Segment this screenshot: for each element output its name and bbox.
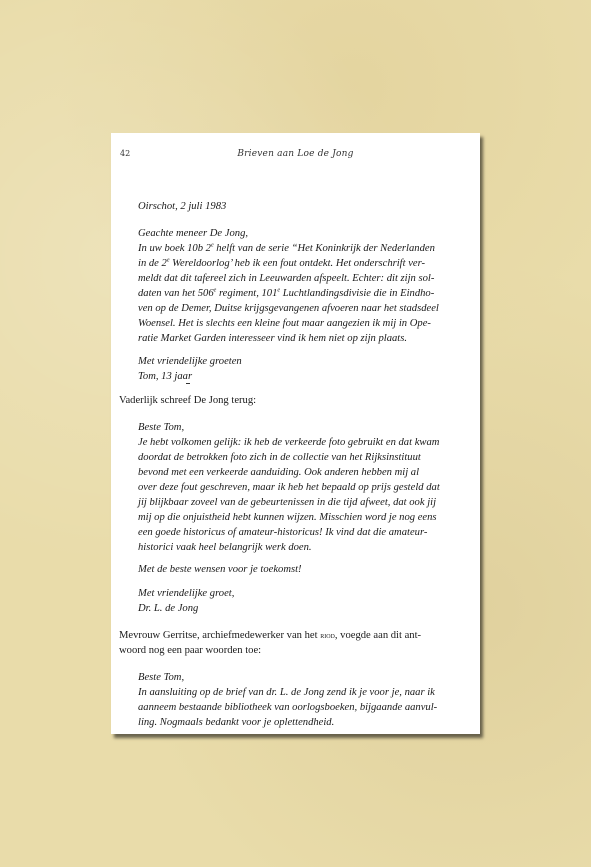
running-header [111,149,480,161]
letter2-line-1: Je hebt volkomen gelijk: ik heb de verkeerde foto gebruikt en dat kwam [138,437,440,448]
letter2-line-3: bevond met een verkeerde aanduiding. Ook anderen hebben mij al [138,467,420,478]
letter1-signature: Tom, 13 jaar [138,371,193,382]
letter2-line-2: doordat de betrokken foto zich in de collectie van het Rijksinstituut [138,452,421,463]
letter2-line-5: jij blijkbaar zoveel van de gebeurtenissen in die tijd afweet, dat ook jij [138,497,437,508]
letter1-place-date: Oirschot, 2 juli 1983 [138,201,227,212]
page-number: 42 [120,149,131,158]
letter2-wish: Met de beste wensen voor je toekomst! [138,564,302,575]
letter2-closing: Met vriendelijke groet, [138,588,235,599]
letter1-line-2: in de 2e Wereldoorlog’ heb ik een fout ontdekt. Het onderschrift ver- [138,257,426,269]
letter1-line-3: meldt dat dit tafereel zich in Leeuwarden afspeelt. Echter: dit zijn sol- [138,273,435,284]
letter3-line-3: ling. Nogmaals bedankt voor je oplettendheid. [138,717,335,728]
letter1-line-5: ven op de Demer, Duitse krijgsgevangenen afvoeren naar het stadsdeel [138,303,439,314]
book-page [111,133,480,734]
letter1-line-7: ratie Market Garden interesseer vind ik hem niet op zijn plaats. [138,333,408,344]
transition-text-2: Mevrouw Gerritse, archiefmedewerker van het riod, voegde aan dit ant- [119,630,422,641]
letter2-line-6: mij op die onjuistheid hebt kunnen wijzen. Misschien word je nog eens [138,512,437,523]
letter1-line-4: daten van het 506e regiment, 101e Luchtlandingsdivisie die in Eindho- [138,287,435,299]
letter3-salutation: Beste Tom, [138,672,185,683]
letter2-line-8: historici vaak heel belangrijk werk doen. [138,542,312,553]
letter3-line-1: In aansluiting op de brief van dr. L. de Jong zend ik je voor je, naar ik [138,687,435,698]
letter1-line-6: Woensel. Het is slechts een kleine fout maar aangezien ik mij in Ope- [138,318,431,329]
letter2-signature: Dr. L. de Jong [138,603,199,614]
letter1-salutation: Geachte meneer De Jong, [138,228,249,239]
mark-divider [186,383,190,384]
transition-text-1: Vaderlijk schreef De Jong terug: [119,395,257,406]
running-title: Brieven aan Loe de Jong [237,149,354,159]
letter2-line-7: een goede historicus of amateur-historicus! Ik vind dat die amateur- [138,527,428,538]
transition-text-2b: woord nog een paar woorden toe: [119,645,262,656]
letter1-closing: Met vriendelijke groeten [138,356,242,367]
letter2-salutation: Beste Tom, [138,422,185,433]
letter2-line-4: over deze fout geschreven, maar ik heb het bepaald op prijs gesteld dat [138,482,440,493]
letter3-line-2: aanneem bestaande bibliotheek van oorlogsboeken, bijgaande aanvul- [138,702,438,713]
letter1-line-1: In uw boek 10b 2e helft van de serie “Het Koninkrijk der Nederlanden [138,242,435,254]
